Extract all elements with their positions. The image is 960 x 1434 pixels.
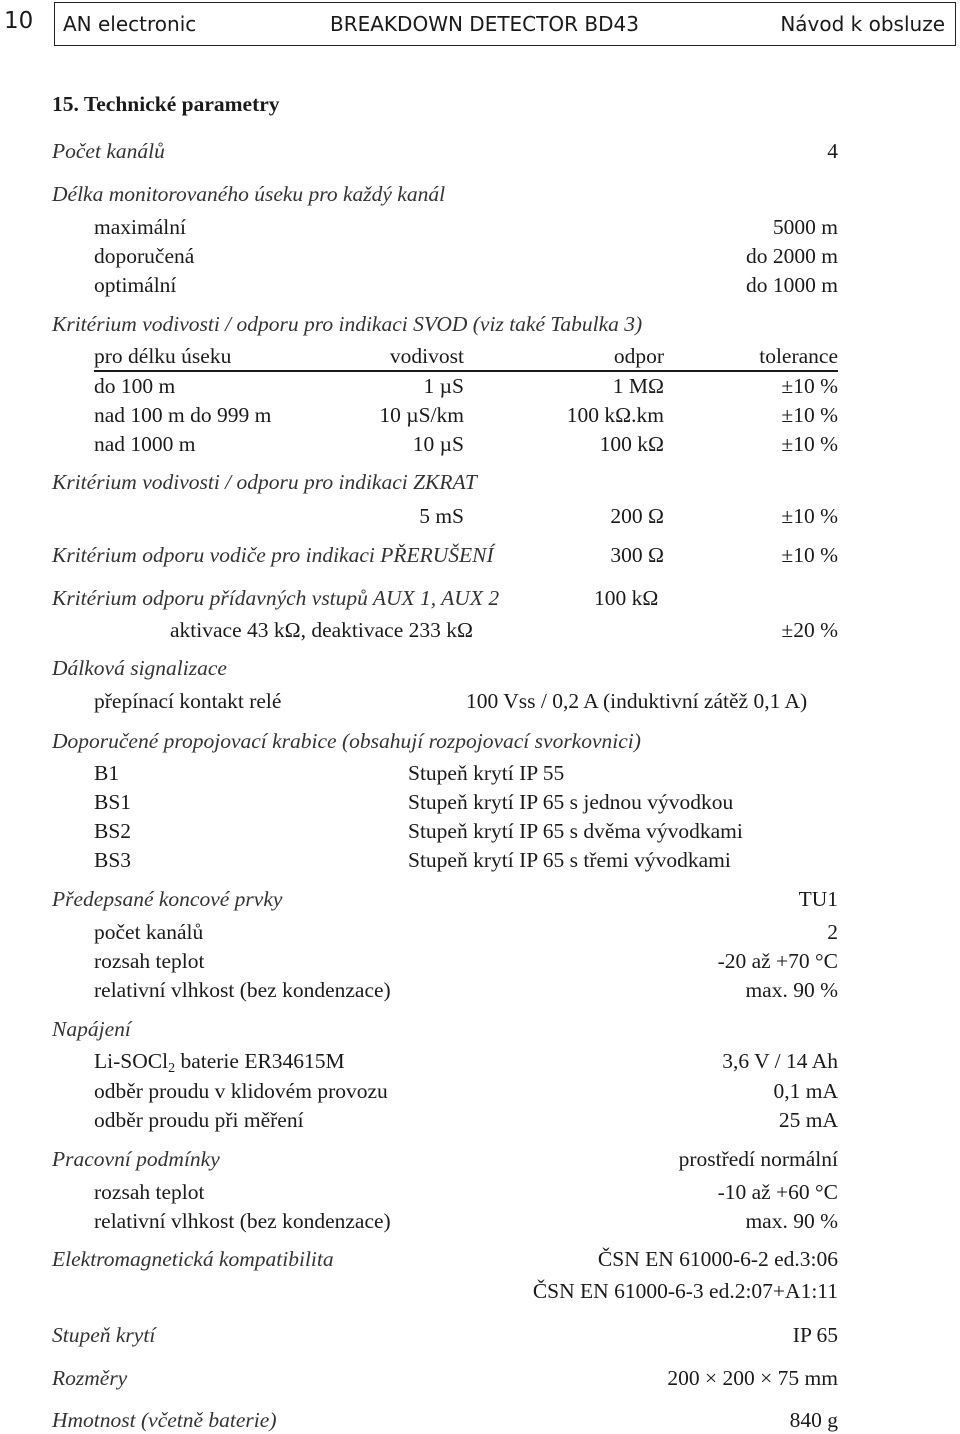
terminator-row-value: 2 bbox=[827, 920, 838, 944]
terminator-row-label: rozsah teplot bbox=[94, 949, 205, 973]
battery-label-subscript: 2 bbox=[168, 1061, 176, 1076]
remote-item: přepínací kontakt relé bbox=[94, 689, 282, 713]
svod-cell: ±10 % bbox=[781, 403, 838, 427]
operating-value: prostředí normální bbox=[678, 1147, 838, 1171]
battery-label bbox=[94, 1051, 345, 1076]
ip-label: Stupeň krytí bbox=[52, 1323, 156, 1347]
box-name: BS3 bbox=[94, 848, 132, 872]
svod-cell: nad 100 m do 999 m bbox=[94, 403, 272, 427]
dims-label: Rozměry bbox=[52, 1366, 128, 1390]
box-desc: Stupeň krytí IP 65 s dvěma vývodkami bbox=[408, 819, 743, 843]
svod-cell: 10 µS bbox=[412, 432, 464, 456]
preruseni-tolerance: ±10 % bbox=[781, 543, 838, 567]
zkrat-label: Kritérium vodivosti / odporu pro indikaci ZKRAT bbox=[52, 470, 477, 494]
box-name: BS2 bbox=[94, 819, 132, 843]
boxes-label: Doporučené propojovací krabice (obsahují rozpojovací svorkovnici) bbox=[52, 729, 641, 753]
svod-header-conductivity: vodivost bbox=[389, 344, 464, 368]
svod-cell: 1 MΩ bbox=[612, 374, 664, 398]
operating-row-label: rozsah teplot bbox=[94, 1180, 205, 1204]
box-name: BS1 bbox=[94, 790, 132, 814]
zkrat-tolerance: ±10 % bbox=[781, 504, 838, 528]
length-label: Délka monitorovaného úseku pro každý kanál bbox=[52, 182, 446, 206]
header-product: BREAKDOWN DETECTOR BD43 bbox=[330, 12, 639, 36]
terminators-label: Předepsané koncové prvky bbox=[52, 887, 283, 911]
svod-cell: ±10 % bbox=[781, 374, 838, 398]
svod-cell: 100 kΩ bbox=[599, 432, 664, 456]
power-row-value: 25 mA bbox=[778, 1108, 838, 1132]
terminators-value: TU1 bbox=[798, 887, 838, 911]
svod-cell: 1 µS bbox=[423, 374, 464, 398]
box-name: B1 bbox=[94, 761, 120, 785]
svod-cell: do 100 m bbox=[94, 374, 176, 398]
power-row-value: 0,1 mA bbox=[773, 1079, 838, 1103]
dims-value: 200 × 200 × 75 mm bbox=[667, 1366, 838, 1390]
length-row-label: doporučená bbox=[94, 244, 195, 268]
operating-row-label: relativní vlhkost (bez kondenzace) bbox=[94, 1209, 391, 1233]
svod-cell: 100 kΩ.km bbox=[566, 403, 664, 427]
preruseni-label: Kritérium odporu vodiče pro indikaci PŘERUŠENÍ bbox=[52, 543, 494, 567]
length-row-label: optimální bbox=[94, 273, 177, 297]
length-row-label: maximální bbox=[94, 215, 186, 239]
svod-cell: nad 1000 m bbox=[94, 432, 196, 456]
terminator-row-label: relativní vlhkost (bez kondenzace) bbox=[94, 978, 391, 1002]
svod-cell: ±10 % bbox=[781, 432, 838, 456]
weight-value: 840 g bbox=[789, 1408, 838, 1432]
battery-label-post: baterie ER34615M bbox=[175, 1049, 345, 1073]
svod-cell: 10 µS/km bbox=[379, 403, 464, 427]
channels-label: Počet kanálů bbox=[52, 139, 165, 163]
svod-header-tolerance: tolerance bbox=[759, 344, 838, 368]
preruseni-resistance: 300 Ω bbox=[610, 543, 664, 567]
zkrat-resistance: 200 Ω bbox=[610, 504, 664, 528]
ip-value: IP 65 bbox=[792, 1323, 838, 1347]
header-doc: Návod k obsluze bbox=[780, 12, 945, 36]
header-company: AN electronic bbox=[63, 12, 197, 36]
page-number: 10 bbox=[4, 8, 34, 34]
emc-standard: ČSN EN 61000-6-2 ed.3:06 bbox=[597, 1247, 838, 1271]
operating-label: Pracovní podmínky bbox=[52, 1147, 220, 1171]
length-row-value: 5000 m bbox=[772, 215, 838, 239]
emc-label: Elektromagnetická kompatibilita bbox=[52, 1247, 334, 1271]
zkrat-conductivity: 5 mS bbox=[419, 504, 464, 528]
weight-label: Hmotnost (včetně baterie) bbox=[52, 1408, 277, 1432]
channels-value: 4 bbox=[827, 139, 838, 163]
terminator-row-label: počet kanálů bbox=[94, 920, 204, 944]
operating-row-value: -10 až +60 °C bbox=[717, 1180, 838, 1204]
page-header bbox=[54, 2, 956, 46]
aux-tolerance: ±20 % bbox=[781, 618, 838, 642]
box-desc: Stupeň krytí IP 65 s třemi vývodkami bbox=[408, 848, 731, 872]
svod-header-resistance: odpor bbox=[613, 344, 664, 368]
operating-row-value: max. 90 % bbox=[745, 1209, 838, 1233]
power-row-label: odběr proudu při měření bbox=[94, 1108, 304, 1132]
svod-header-length: pro délku úseku bbox=[94, 344, 232, 368]
aux-label: Kritérium odporu přídavných vstupů AUX 1, AUX 2 bbox=[52, 586, 500, 610]
remote-label: Dálková signalizace bbox=[52, 656, 227, 680]
box-desc: Stupeň krytí IP 65 s jednou vývodkou bbox=[408, 790, 734, 814]
battery-label-pre: Li-SOCl bbox=[94, 1049, 169, 1073]
power-row-label: odběr proudu v klidovém provozu bbox=[94, 1079, 388, 1103]
length-row-value: do 2000 m bbox=[746, 244, 838, 268]
length-row-value: do 1000 m bbox=[746, 273, 838, 297]
terminator-row-value: -20 až +70 °C bbox=[717, 949, 838, 973]
terminator-row-value: max. 90 % bbox=[745, 978, 838, 1002]
power-label: Napájení bbox=[52, 1017, 131, 1041]
section-title: 15. Technické parametry bbox=[52, 92, 280, 116]
remote-value: 100 Vss / 0,2 A (induktivní zátěž 0,1 A) bbox=[466, 689, 808, 713]
aux-value: 100 kΩ bbox=[594, 586, 659, 610]
svod-label: Kritérium vodivosti / odporu pro indikaci SVOD (viz také Tabulka 3) bbox=[52, 312, 643, 336]
svod-header-rule bbox=[94, 370, 838, 372]
aux-detail: aktivace 43 kΩ, deaktivace 233 kΩ bbox=[170, 618, 473, 642]
battery-value: 3,6 V / 14 Ah bbox=[722, 1049, 838, 1073]
box-desc: Stupeň krytí IP 55 bbox=[408, 761, 565, 785]
emc-standard: ČSN EN 61000-6-3 ed.2:07+A1:11 bbox=[532, 1279, 838, 1303]
